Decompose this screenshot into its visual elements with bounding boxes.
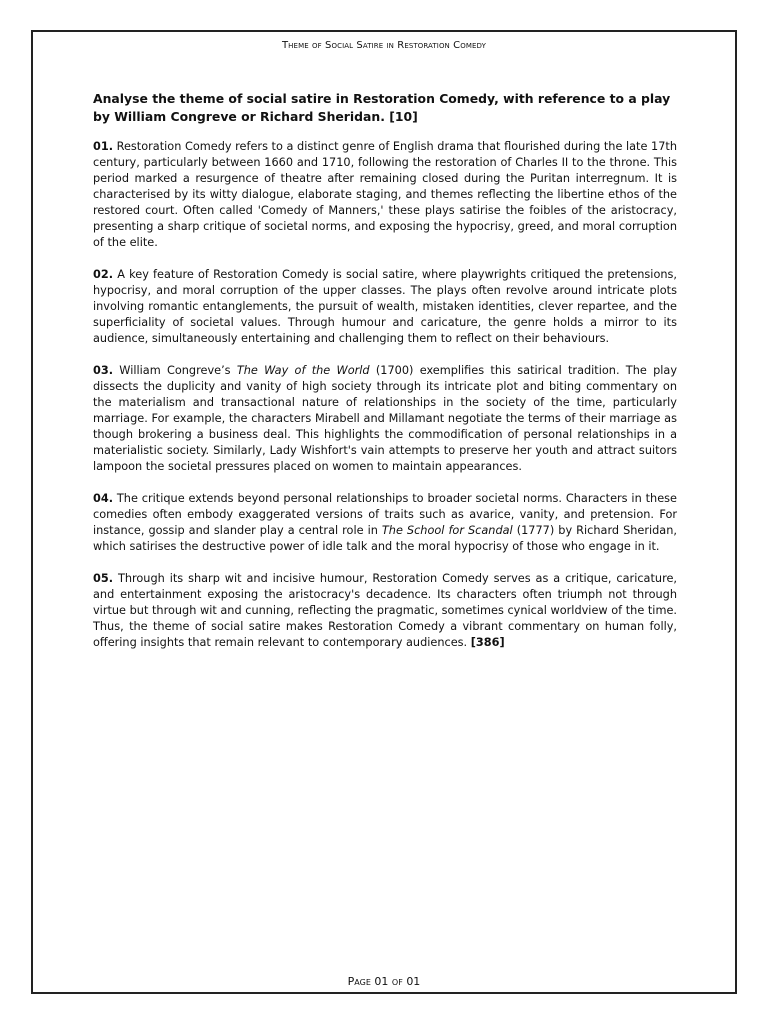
page-label: Page (347, 975, 371, 988)
paragraph-text: Through its sharp wit and incisive humour, Restoration Comedy serves as a critique, caricature, and entertainment exposing the aristocracy's decadence. Its characters often triumph not through virtue but through wit and cunning, reflecting the pragmatic, sometimes cynical worldview of the time. Thus, the theme of social satire makes Restoration Comedy a vibrant commentary on human folly, offering insights that remain relevant to contemporary audiences. (93, 572, 678, 649)
question-heading: Analyse the theme of social satire in Restoration Comedy, with reference to a play by William Congreve or Richard Sheridan. [10] (93, 91, 671, 124)
page-frame (31, 30, 737, 994)
paragraph-text: Restoration Comedy refers to a distinct genre of English drama that flourished during the late 17th century, particularly between 1660 and 1710, following the restoration of Charles II to the throne. This period marked a resurgence of theatre after remaining closed during the Puritan interregnum. It is characterised by its witty dialogue, elaborate staging, and themes reflecting the libertine ethos of the restored court. Often called 'Comedy of Manners,' these plays satirise the foibles of the aristocracy, presenting a sharp critique of societal norms, and exposing the hypocrisy, greed, and moral corruption of the elite. (93, 140, 677, 249)
paragraph-2 (93, 267, 677, 347)
paragraph-text-post: (1777) by Richard Sheridan, which satirises the destructive power of idle talk and the moral hypocrisy of those who engage in it. (93, 524, 677, 553)
paragraph-3 (93, 363, 677, 475)
play-title-way-of-the-world: The Way of the World (236, 364, 370, 377)
paragraph-number: 02. (93, 268, 114, 281)
paragraph-4 (93, 491, 677, 555)
paragraph-text-post: (1700) exemplifies this satirical tradition. The play dissects the duplicity and vanity of high society through its intricate plot and biting commentary on the materialism and transactional nature of relationships in the society of the time, particularly marriage. For example, the characters Mirabell and Millamant negotiate the terms of their marriage as though brokering a business deal. This highlights the commodification of personal relationships in a materialistic society. Similarly, Lady Wishfort's vain attempts to preserve her youth and attract suitors lampoon the societal pressures placed on women to maintain appearances. (93, 364, 678, 473)
page-footer (33, 975, 735, 988)
play-title-school-for-scandal: The School for Scandal (381, 524, 513, 537)
paragraph-number: 05. (93, 572, 114, 585)
paragraph-5 (93, 571, 677, 651)
paragraph-text: A key feature of Restoration Comedy is social satire, where playwrights critiqued the pretensions, hypocrisy, and moral corruption of the upper classes. The plays often revolve around intricate plots involving romantic entanglements, the pursuit of wealth, mistaken identities, clever repartee, and the superficiality of societal values. Through humour and caricature, the genre holds a mirror to its audience, simultaneously entertaining and challenging them to reflect on their behaviours. (93, 268, 677, 345)
answer-body (93, 139, 677, 667)
paragraph-text-pre: William Congreve’s (119, 364, 237, 377)
paragraph-1 (93, 139, 677, 251)
running-header: Theme of Social Satire in Restoration Comedy (281, 40, 487, 51)
of-label: of (391, 975, 403, 988)
paragraph-number: 03. (93, 364, 114, 377)
paragraph-text-pre: The critique extends beyond personal relationships to broader societal norms. Characters in these comedies often embody exaggerated versions of traits such as avarice, vanity, and pretension. For instance, gossip and slander play a central role in (93, 492, 677, 537)
paragraph-number: 01. (93, 140, 114, 153)
word-count: [386] (470, 636, 505, 649)
paragraph-number: 04. (93, 492, 114, 505)
page-number: 01 (374, 975, 389, 988)
page-total: 01 (406, 975, 421, 988)
